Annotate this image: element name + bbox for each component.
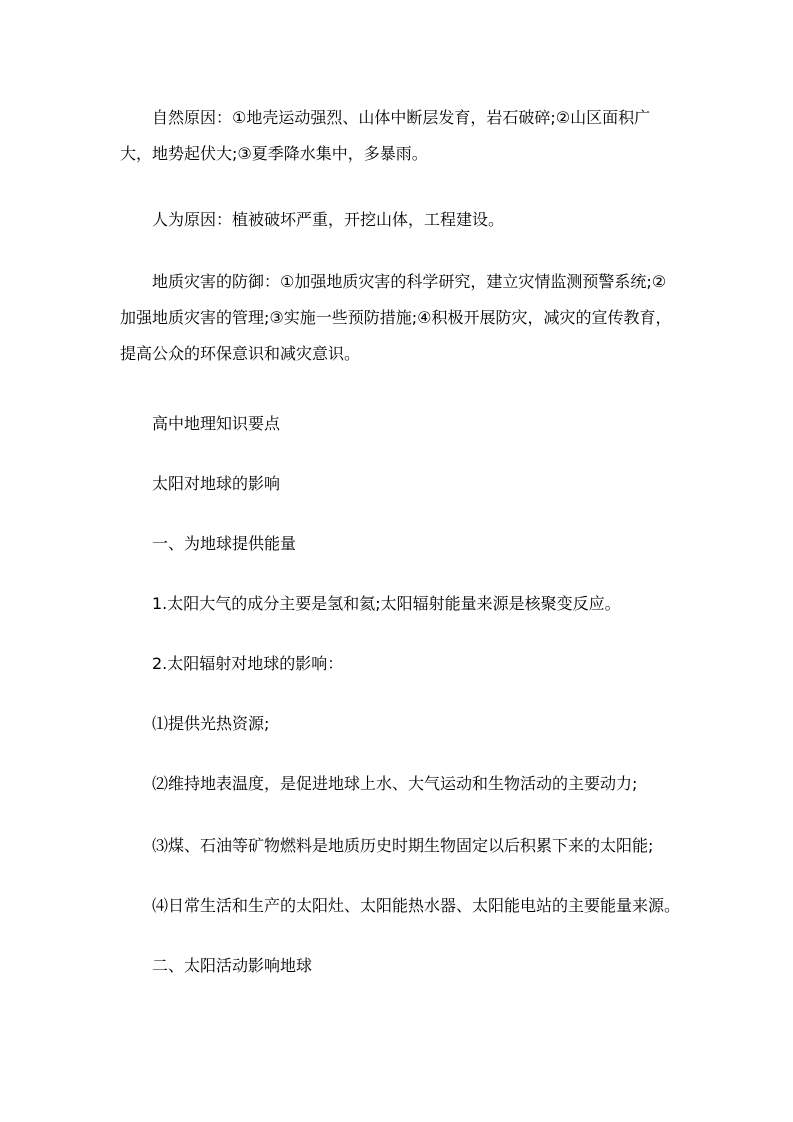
- list-item-fossil-fuels: ⑶煤、石油等矿物燃料是地质历史时期生物固定以后积累下来的太阳能;: [152, 836, 654, 855]
- list-item-solar-radiation: 2.太阳辐射对地球的影响：: [152, 654, 344, 673]
- list-item-light-heat: ⑴提供光热资源;: [152, 714, 270, 733]
- section-heading-sun-influence: 太阳对地球的影响: [152, 474, 281, 493]
- paragraph-disaster-defense: 地质灾害的防御：①加强地质灾害的科学研究，建立灾情监测预警系统;②加强地质灾害的管理;③实施一些预防措施;④积极开展防灾，减灾的宣传教育，提高公众的环保意识和减灾意识。: [120, 272, 672, 363]
- list-item-surface-temperature: ⑵维持地表温度，是促进地球上水、大气运动和生物活动的主要动力;: [152, 774, 638, 793]
- list-item-solar-atmosphere: 1.太阳大气的成分主要是氢和氦;太阳辐射能量来源是核聚变反应。: [152, 594, 621, 613]
- list-item-daily-energy: ⑷日常生活和生产的太阳灶、太阳能热水器、太阳能电站的主要能量来源。: [152, 896, 681, 915]
- paragraph-natural-causes: 自然原因：①地壳运动强烈、山体中断层发育，岩石破碎;②山区面积广大，地势起伏大;③夏季降水集中，多暴雨。: [120, 108, 651, 163]
- paragraph-human-causes: 人为原因：植被破坏严重，开挖山体，工程建设。: [152, 210, 505, 229]
- subheading-provide-energy: 一、为地球提供能量: [152, 534, 297, 553]
- section-heading-key-points: 高中地理知识要点: [152, 414, 281, 433]
- subheading-solar-activity: 二、太阳活动影响地球: [152, 956, 313, 975]
